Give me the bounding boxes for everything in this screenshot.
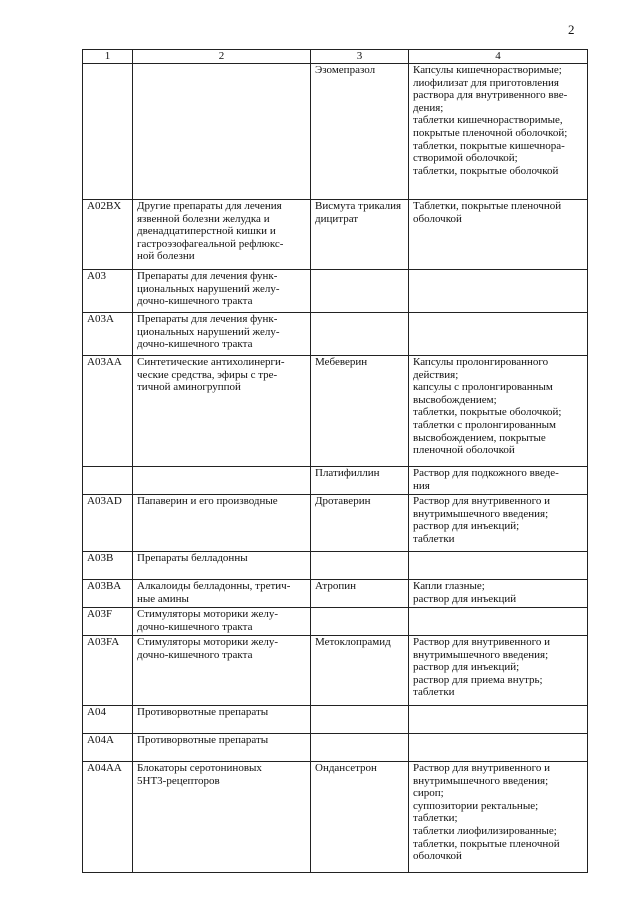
drug-table xyxy=(82,49,588,873)
table-row xyxy=(83,356,588,467)
header-col-4: 4 xyxy=(409,50,588,64)
atc-code-cell: A03BA xyxy=(83,580,133,608)
drug-name-cell xyxy=(311,313,409,356)
drug-name-cell: Ондансетрон xyxy=(311,762,409,873)
atc-code-cell: A03AD xyxy=(83,495,133,552)
drug-name-cell: Эзомепразол xyxy=(311,64,409,200)
table-row xyxy=(83,467,588,495)
drug-name-cell: Атропин xyxy=(311,580,409,608)
drug-name-cell: Дротаверин xyxy=(311,495,409,552)
table-row xyxy=(83,734,588,762)
group-name-cell: Противорвотные препараты xyxy=(133,734,311,762)
group-name-cell xyxy=(133,467,311,495)
table-row xyxy=(83,580,588,608)
atc-code-cell xyxy=(83,467,133,495)
atc-code-cell: A03F xyxy=(83,608,133,636)
header-row xyxy=(83,50,588,64)
dosage-forms-cell xyxy=(409,552,588,580)
group-name-cell: Препараты для лечения функ- циональных нарушений желу- дочно-кишечного тракта xyxy=(133,313,311,356)
drug-name-cell: Платифиллин xyxy=(311,467,409,495)
group-name-cell: Стимуляторы моторики желу- дочно-кишечного тракта xyxy=(133,608,311,636)
header-col-2: 2 xyxy=(133,50,311,64)
table-row xyxy=(83,552,588,580)
atc-code-cell: A04AA xyxy=(83,762,133,873)
dosage-forms-cell: Капсулы пролонгированного действия; капсулы с пролонгированным высвобождением; таблетки, покрытые оболочкой; таблетки с пролонгированным высвобождением, покрытые пленочной оболочкой xyxy=(409,356,588,467)
drug-name-cell: Метоклопрамид xyxy=(311,636,409,706)
dosage-forms-cell xyxy=(409,608,588,636)
drug-name-cell xyxy=(311,706,409,734)
atc-code-cell: A03 xyxy=(83,270,133,313)
atc-code-cell: A02BX xyxy=(83,200,133,270)
dosage-forms-cell: Капли глазные; раствор для инъекций xyxy=(409,580,588,608)
dosage-forms-cell: Капсулы кишечнорастворимые; лиофилизат для приготовления раствора для внутривенного вве- дения; таблетки кишечнорастворимые, покрытые пленочной оболочкой; таблетки, покрытые кишечнора- створимой оболочкой; таблетки, покрытые оболочкой xyxy=(409,64,588,200)
group-name-cell: Противорвотные препараты xyxy=(133,706,311,734)
dosage-forms-cell xyxy=(409,270,588,313)
dosage-forms-cell: Раствор для внутривенного и внутримышечного введения; раствор для инъекций; раствор для приема внутрь; таблетки xyxy=(409,636,588,706)
header-col-1: 1 xyxy=(83,50,133,64)
table-row xyxy=(83,608,588,636)
dosage-forms-cell: Раствор для внутривенного и внутримышечного введения; раствор для инъекций; таблетки xyxy=(409,495,588,552)
table-row xyxy=(83,706,588,734)
page-number: 2 xyxy=(568,22,575,37)
atc-code-cell: A03A xyxy=(83,313,133,356)
drug-name-cell: Мебеверин xyxy=(311,356,409,467)
dosage-forms-cell xyxy=(409,706,588,734)
table-row xyxy=(83,64,588,200)
group-name-cell: Папаверин и его производные xyxy=(133,495,311,552)
table-row xyxy=(83,495,588,552)
atc-code-cell xyxy=(83,64,133,200)
dosage-forms-cell xyxy=(409,313,588,356)
table-row xyxy=(83,313,588,356)
table-row xyxy=(83,270,588,313)
dosage-forms-cell xyxy=(409,734,588,762)
dosage-forms-cell: Раствор для подкожного введе- ния xyxy=(409,467,588,495)
drug-name-cell xyxy=(311,734,409,762)
dosage-forms-cell: Таблетки, покрытые пленочной оболочкой xyxy=(409,200,588,270)
group-name-cell: Другие препараты для лечения язвенной болезни желудка и двенадцатиперстной кишки и гастроэзофагеальной рефлюкс- ной болезни xyxy=(133,200,311,270)
group-name-cell: Блокаторы серотониновых 5HT3-рецепторов xyxy=(133,762,311,873)
group-name-cell: Стимуляторы моторики желу- дочно-кишечного тракта xyxy=(133,636,311,706)
group-name-cell: Синтетические антихолинерги- ческие средства, эфиры с тре- тичной аминогруппой xyxy=(133,356,311,467)
group-name-cell xyxy=(133,64,311,200)
drug-name-cell xyxy=(311,552,409,580)
atc-code-cell: A04 xyxy=(83,706,133,734)
table-row xyxy=(83,762,588,873)
atc-code-cell: A03B xyxy=(83,552,133,580)
group-name-cell: Препараты для лечения функ- циональных нарушений желу- дочно-кишечного тракта xyxy=(133,270,311,313)
atc-code-cell: A03FA xyxy=(83,636,133,706)
header-col-3: 3 xyxy=(311,50,409,64)
table-row xyxy=(83,636,588,706)
table-row xyxy=(83,200,588,270)
drug-name-cell xyxy=(311,270,409,313)
atc-code-cell: A04A xyxy=(83,734,133,762)
drug-name-cell: Висмута трикалия дицитрат xyxy=(311,200,409,270)
atc-code-cell: A03AA xyxy=(83,356,133,467)
drug-name-cell xyxy=(311,608,409,636)
group-name-cell: Алкалоиды белладонны, третич- ные амины xyxy=(133,580,311,608)
group-name-cell: Препараты белладонны xyxy=(133,552,311,580)
dosage-forms-cell: Раствор для внутривенного и внутримышечного введения; сироп; суппозитории ректальные; таблетки; таблетки лиофилизированные; таблетки, покрытые пленочной оболочкой xyxy=(409,762,588,873)
